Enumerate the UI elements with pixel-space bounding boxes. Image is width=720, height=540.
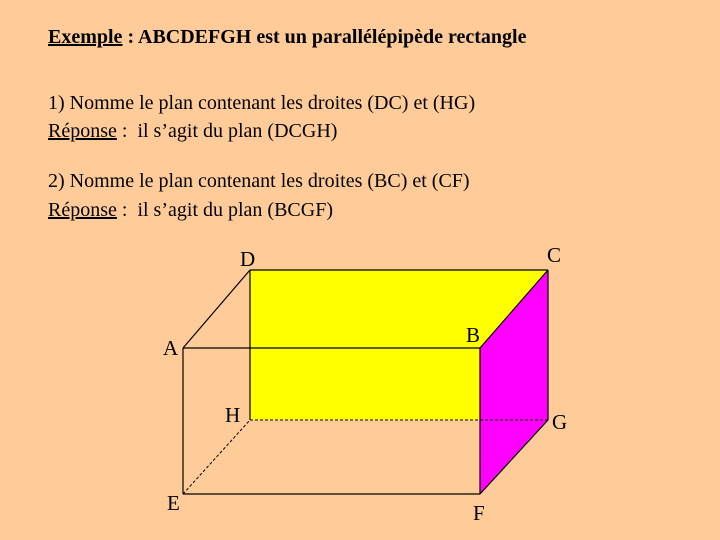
answer-2-label: Réponse — [48, 199, 117, 221]
answer-1-label: Réponse — [48, 120, 117, 142]
example-label: Exemple — [48, 26, 123, 48]
vertex-label-h: H — [225, 403, 241, 427]
vertex-label-a: A — [163, 336, 179, 360]
vertex-label-g: G — [552, 410, 568, 434]
vertex-label-b: B — [466, 323, 481, 347]
vertex-label-c: C — [547, 243, 562, 267]
vertex-label-e: E — [167, 491, 180, 515]
answer-1-text: : il s’agit du plan (DCGH) — [116, 120, 338, 142]
hidden-edge-eh — [183, 420, 250, 494]
answer-2-text: : il s’agit du plan (BCGF) — [116, 199, 333, 221]
vertex-label-f: F — [473, 501, 485, 525]
example-statement: : ABCDEFGH est un parallélépipède rectangle — [122, 26, 527, 48]
vertex-label-d: D — [240, 247, 256, 271]
question-2: 2) Nomme le plan contenant les droites (BC) et (CF) — [48, 170, 470, 192]
question-1: 1) Nomme le plan contenant les droites (DC) et (HG) — [48, 92, 476, 114]
edge-ad — [183, 270, 250, 348]
